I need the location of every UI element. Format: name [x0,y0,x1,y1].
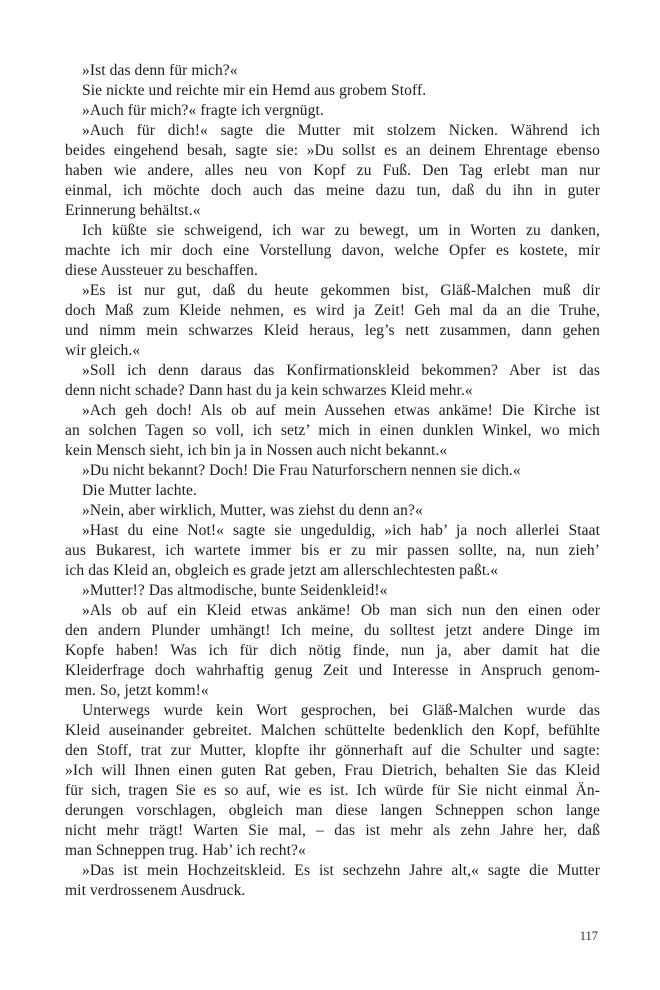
text-line: mit verdrossenem Ausdruck. [65,882,246,899]
paragraph [65,401,600,461]
paragraph [65,521,600,581]
text-line: für sich, tragen Sie es so auf, wie es ist. Ich würde für Sie nicht einmal Än- [65,782,600,799]
paragraph [65,61,600,81]
paragraph [65,101,600,121]
text-line: »Das ist mein Hochzeitskleid. Es ist sechzehn Jahre alt,« sagte die Mutter [82,862,600,879]
text-block [65,61,600,901]
text-line: »Hast du eine Not!« sagte sie ungeduldig, »ich hab’ ja noch allerlei Staat [82,522,600,539]
paragraph [65,481,600,501]
text-line: nicht mehr trägt! Warten Sie mal, – das ist mehr als zehn Jahre her, daß [65,822,600,839]
text-line: »Auch für mich?« fragte ich vergnügt. [82,102,324,119]
paragraph [65,701,600,861]
text-line: einmal, ich möchte doch auch das meine dazu tun, daß du ihn in guter [65,182,600,199]
paragraph [65,581,600,601]
paragraph [65,501,600,521]
text-line: an solchen Tagen so voll, ich setz’ mich in einen dunklen Winkel, wo mich [65,422,600,439]
paragraph [65,361,600,401]
paragraph [65,461,600,481]
text-line: derungen vorschlagen, obgleich man diese langen Schneppen schon lange [65,802,600,819]
paragraph [65,221,600,281]
text-line: machte ich mir doch eine Vorstellung davon, welche Opfer es kostete, mir [65,242,600,259]
text-line: wir gleich.« [65,342,141,359]
text-line: aus Bukarest, ich wartete immer bis er zu mir passen sollte, na, nun zieh’ [65,542,600,559]
text-line: und nimm mein schwarzes Kleid heraus, leg’s nett zusammen, dann gehen [65,322,600,339]
text-line: haben wie andere, alles neu von Kopf zu Fuß. Den Tag erlebt man nur [65,162,600,179]
text-line: doch Maß zum Kleide nehmen, es wird ja Zeit! Geh mal da an die Truhe, [65,302,600,319]
text-line: man Schneppen trug. Hab’ ich recht?« [65,842,306,859]
paragraph [65,601,600,701]
text-line: »Mutter!? Das altmodische, bunte Seidenkleid!« [82,582,388,599]
text-line: Unterwegs wurde kein Wort gesprochen, bei Gläß-Malchen wurde das [82,702,600,719]
text-line: Die Mutter lachte. [82,482,197,499]
text-line: den andern Plunder umhängt! Ich meine, du solltest jetzt andere Dinge im [65,622,600,639]
text-line: Ich küßte sie schweigend, ich war zu bewegt, um in Worten zu danken, [82,222,600,239]
text-line: ich das Kleid an, obgleich es grade jetzt am allerschlechtesten paßt.« [65,562,499,579]
text-line: »Als ob auf ein Kleid etwas ankäme! Ob man sich nun den einen oder [82,602,600,619]
paragraph [65,861,600,901]
text-line: Kleid auseinander gebreitet. Malchen schüttelte bedenklich den Kopf, befühlte [65,722,600,739]
page-number: 117 [579,929,598,943]
paragraph [65,121,600,221]
text-line: »Es ist nur gut, daß du heute gekommen bist, Gläß-Malchen muß dir [82,282,600,299]
text-line: »Du nicht bekannt? Doch! Die Frau Naturforschern nennen sie dich.« [82,462,521,479]
text-line: »Ist das denn für mich?« [82,62,238,79]
text-line: Kleiderfrage doch wahrhaftig genug Zeit und Interesse in Anspruch genom- [65,662,600,679]
text-line: denn nicht schade? Dann hast du ja kein schwarzes Kleid mehr.« [65,382,473,399]
text-line: diese Aussteuer zu beschaffen. [65,262,258,279]
text-line: »Ach geh doch! Als ob auf mein Aussehen etwas ankäme! Die Kirche ist [82,402,600,419]
paragraph [65,81,600,101]
text-line: »Nein, aber wirklich, Mutter, was ziehst du denn an?« [82,502,423,519]
paragraph [65,281,600,361]
text-line: Sie nickte und reichte mir ein Hemd aus grobem Stoff. [82,82,427,99]
text-line: »Soll ich denn daraus das Konfirmationskleid bekommen? Aber ist das [82,362,600,379]
text-line: men. So, jetzt komm!« [65,682,209,699]
text-line: den Stoff, trat zur Mutter, klopfte ihr gönnerhaft auf die Schulter und sagte: [65,742,600,759]
text-line: Kopfe haben! Was ich für dich nötig finde, nun ja, aber damit hat die [65,642,600,659]
text-line: Erinnerung behältst.« [65,202,201,219]
text-line: »Auch für dich!« sagte die Mutter mit stolzem Nicken. Während ich [82,122,600,139]
text-line: »Ich will Ihnen einen guten Rat geben, Frau Dietrich, behalten Sie das Kleid [65,762,600,779]
text-line: kein Mensch sieht, ich bin ja in Nossen auch nicht bekannt.« [65,442,448,459]
text-line: beides eingehend besah, sagte sie: »Du sollst es an deinem Ehrentage ebenso [65,142,600,159]
